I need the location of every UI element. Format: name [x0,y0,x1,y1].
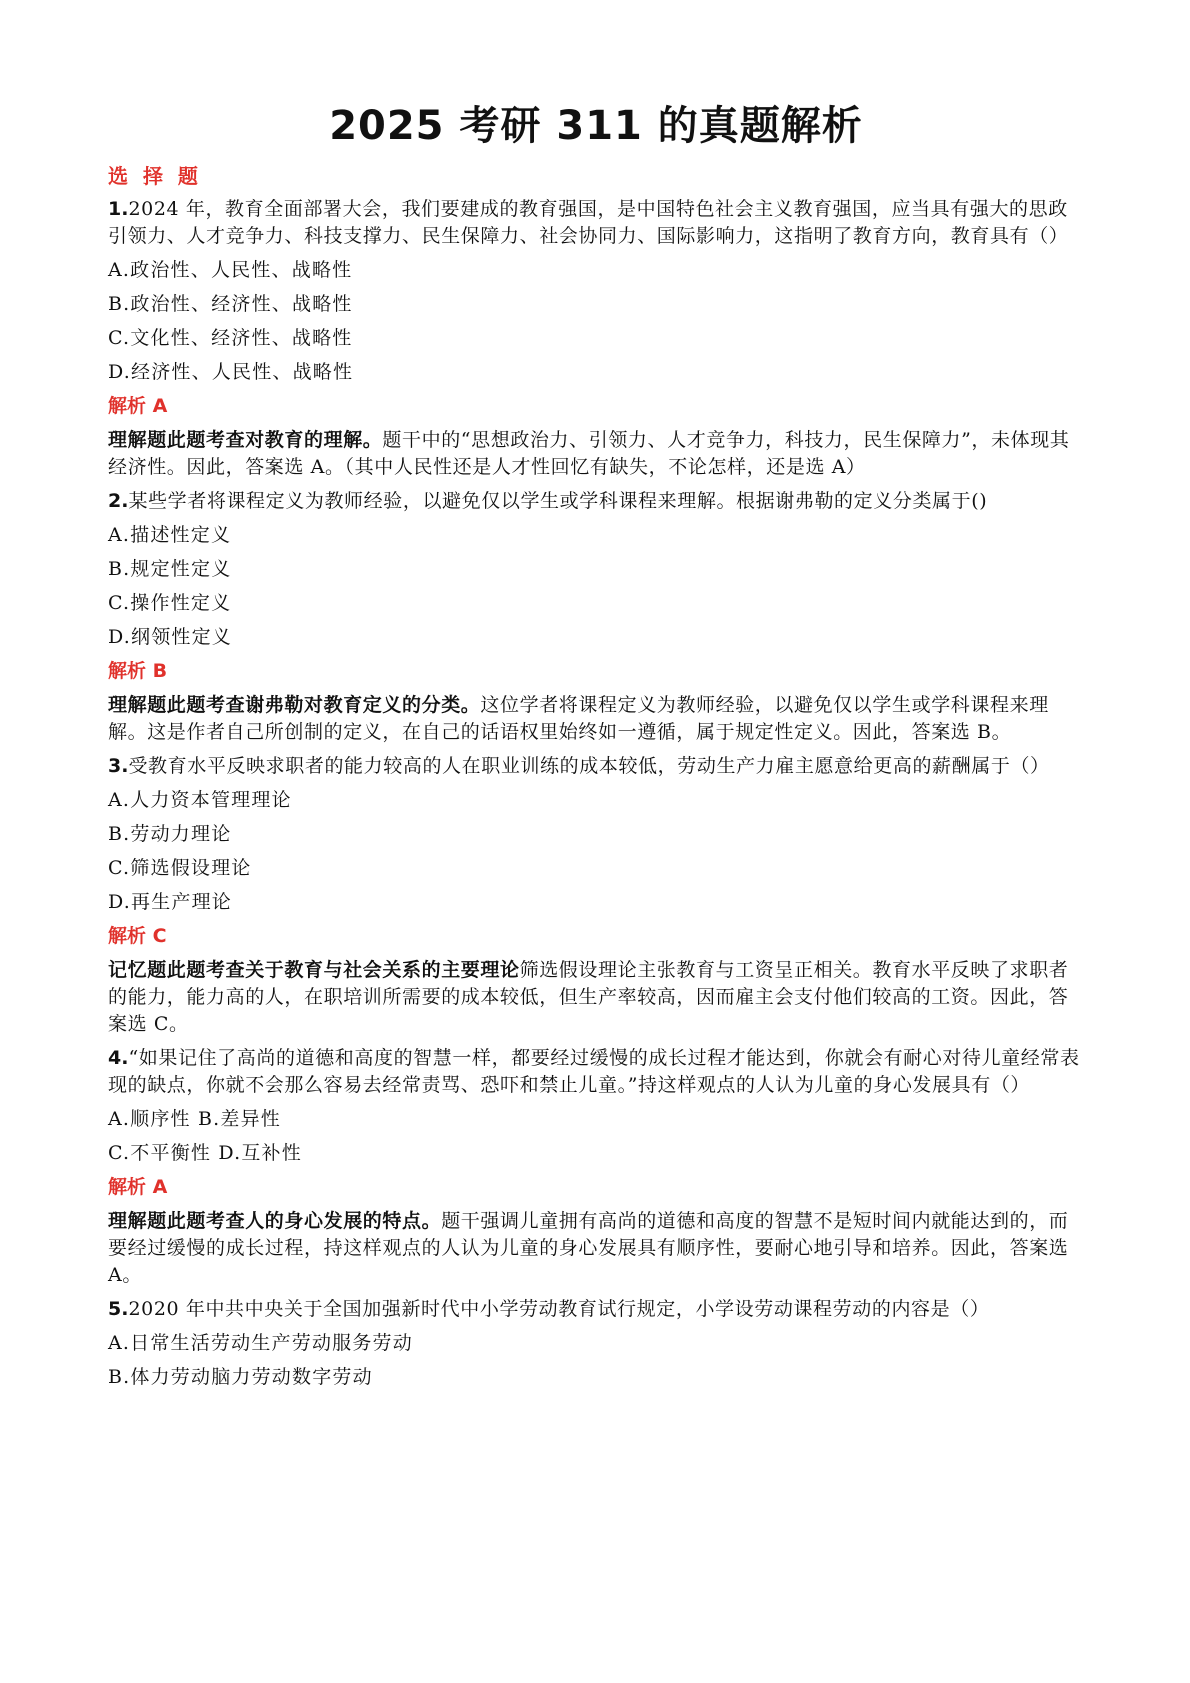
explanation [108,1208,1084,1289]
question-number: 5. [108,1298,129,1320]
question-stem: 某些学者将课程定义为教师经验，以避免仅以学生或学科课程来理解。根据谢弗勒的定义分类属于() [128,490,988,512]
explanation [108,957,1084,1038]
option-b: B.规定性定义 [108,558,232,580]
option-c: C.文化性、经济性、战略性 [108,327,353,349]
option-c-d: C.不平衡性 D.互补性 [108,1142,302,1164]
question-2 [108,488,1084,515]
option-a-b: A.顺序性 B.差异性 [108,1108,282,1130]
explanation-lead: 理解题此题考查人的身心发展的特点。 [108,1210,442,1232]
option-a: A.描述性定义 [108,524,232,546]
answer-label: 解析 C [108,925,167,947]
option-c: C.筛选假设理论 [108,857,252,879]
question-3 [108,753,1084,780]
option-a: A.日常生活劳动生产劳动服务劳动 [108,1332,413,1354]
option-d: D.纲领性定义 [108,626,232,648]
option-a: A.政治性、人民性、战略性 [108,259,353,281]
option-a: A.人力资本管理理论 [108,789,292,811]
explanation-text: 题干中的“思想政治力、引领力、人才竞争力，科技力，民生保障力”，未体现其经济性。因此，答案选 A。（其中人民性还是人才性回忆有缺失，不论怎样，还是选 A） [108,429,1070,478]
question-number: 4. [108,1047,129,1069]
answer-label: 解析 B [108,660,168,682]
option-b: B.劳动力理论 [108,823,232,845]
option-d: D.再生产理论 [108,891,232,913]
option-b: B.体力劳动脑力劳动数字劳动 [108,1366,373,1388]
explanation-text: 这位学者将课程定义为教师经验，以避免仅以学生或学科课程来理解。这是作者自己所创制的定义，在自己的话语权里始终如一遵循，属于规定性定义。因此，答案选 B。 [108,694,1049,743]
section-heading: 选 择 题 [108,164,202,188]
question-stem: 2020 年中共中央关于全国加强新时代中小学劳动教育试行规定，小学设劳动课程劳动的内容是（） [128,1298,990,1320]
question-stem: 2024 年，教育全面部署大会，我们要建成的教育强国，是中国特色社会主义教育强国，应当具有强大的思政引领力、人才竞争力、科技支撑力、民生保障力、社会协同力、国际影响力，这指明了教育方向，教育具有（） [108,198,1069,247]
option-d: D.经济性、人民性、战略性 [108,361,354,383]
answer-label: 解析 A [108,1176,168,1198]
question-number: 2. [108,490,129,512]
question-stem: “如果记住了高尚的道德和高度的智慧一样，都要经过缓慢的成长过程才能达到，你就会有耐心对待儿童经常表现的缺点，你就不会那么容易去经常责骂、恐吓和禁止儿童。”持这样观点的人认为儿童的身心发展具有（） [108,1047,1080,1096]
explanation-text: 题干强调儿童拥有高尚的道德和高度的智慧不是短时间内就能达到的，而要经过缓慢的成长过程，持这样观点的人认为儿童的身心发展具有顺序性，要耐心地引导和培养。因此，答案选 A。 [108,1210,1069,1286]
question-1 [108,196,1084,250]
explanation [108,692,1084,746]
option-b: B.政治性、经济性、战略性 [108,293,353,315]
explanation [108,427,1084,481]
question-stem: 受教育水平反映求职者的能力较高的人在职业训练的成本较低，劳动生产力雇主愿意给更高的薪酬属于（） [128,755,1050,777]
question-4 [108,1045,1084,1099]
explanation-lead: 理解题此题考查对教育的理解。 [108,429,383,451]
explanation-lead: 记忆题此题考查关于教育与社会关系的主要理论 [108,959,520,981]
question-5 [108,1296,1084,1323]
answer-label: 解析 A [108,395,168,417]
question-number: 3. [108,755,129,777]
question-number: 1. [108,198,129,220]
option-c: C.操作性定义 [108,592,232,614]
explanation-lead: 理解题此题考查谢弗勒对教育定义的分类。 [108,694,481,716]
explanation-text: 筛选假设理论主张教育与工资呈正相关。教育水平反映了求职者的能力，能力高的人，在职培训所需要的成本较低，但生产率较高，因而雇主会支付他们较高的工资。因此，答案选 C。 [108,959,1069,1035]
page-title: 2025 考研 311 的真题解析 [329,103,863,149]
